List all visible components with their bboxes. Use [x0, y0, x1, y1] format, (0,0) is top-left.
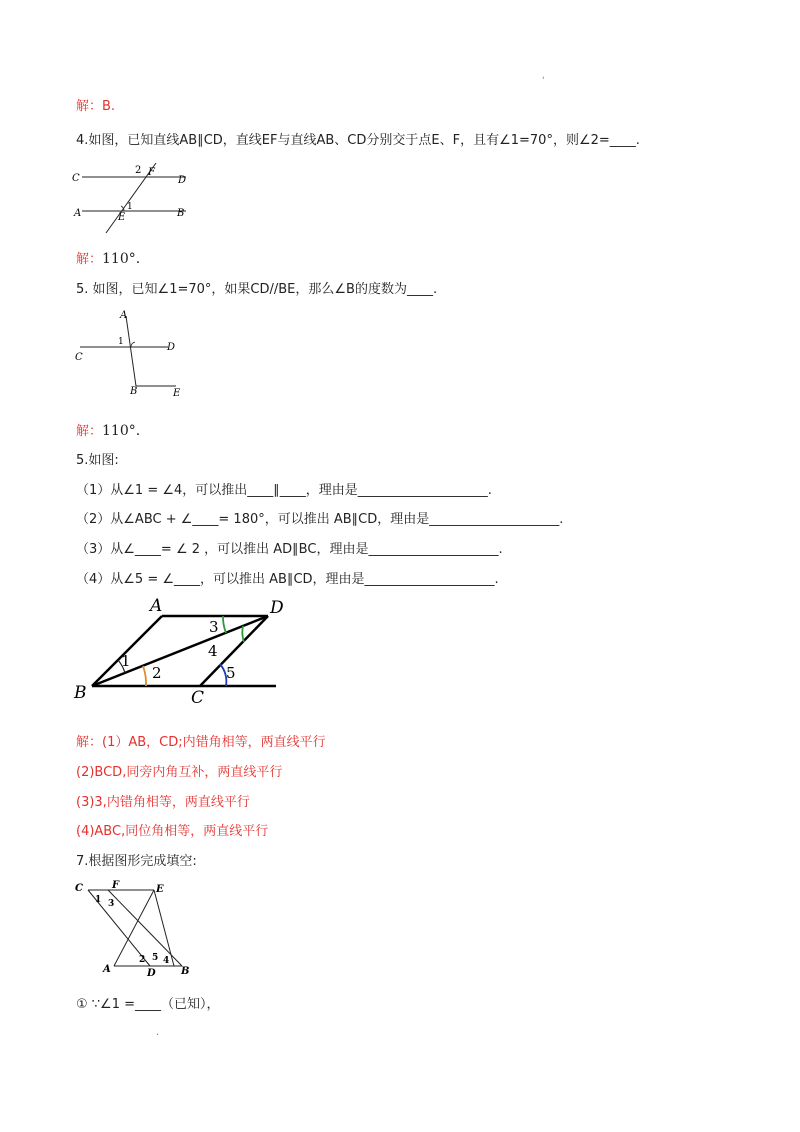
q5b-answer-2: (2)BCD,同旁内角互补，两直线平行: [76, 765, 283, 780]
q7-angle-3: 3: [108, 899, 115, 909]
q4-text: 4.如图，已知直线AB∥CD，直线EF与直线AB、CD分别交于点E、F，且有∠1=70°，则∠2=____.: [76, 133, 640, 148]
q5a-angle-1: 1: [118, 337, 124, 347]
q7-label-D: D: [147, 968, 156, 979]
q7-label-B: B: [181, 966, 190, 977]
q5b-item-3: （3）从∠____= ∠ 2 ，可以推出 AD∥BC，理由是____________________.: [76, 542, 503, 557]
q4-answer-label: 解：: [76, 252, 103, 267]
q5a-figure: [68, 306, 198, 400]
q5b-answer-3: (3)3,内错角相等，两直线平行: [76, 795, 250, 810]
q5b-answer-4: (4)ABC,同位角相等，两直线平行: [76, 824, 269, 839]
q5a-answer-label: 解：: [76, 424, 103, 439]
q7-angle-4: 4: [163, 956, 170, 966]
q5a-label-B: B: [130, 386, 138, 397]
q7-line-1: ① ∵∠1 =____（已知），: [76, 997, 220, 1012]
q5b-angle-3: 3: [209, 618, 219, 636]
q5a-label-D: D: [167, 342, 176, 353]
q5a-answer-value: 110°.: [102, 423, 141, 439]
top-mark: ': [542, 76, 545, 86]
previous-answer: 解：B.: [76, 99, 116, 114]
q4-label-C: C: [72, 173, 80, 184]
q5b-title: 5.如图:: [76, 453, 119, 468]
q5b-angle-4: 4: [208, 642, 218, 660]
q7-title: 7.根据图形完成填空:: [76, 854, 197, 869]
q7-angle-5: 5: [152, 953, 159, 963]
q5a-label-C: C: [75, 352, 83, 363]
q5a-text: 5. 如图，已知∠1=70°，如果CD//BE，那么∠B的度数为____.: [76, 282, 438, 297]
q5b-angle-5: 5: [226, 664, 236, 682]
q5b-figure: [68, 594, 288, 714]
q5b-item-1: （1）从∠1 = ∠4，可以推出____∥____，理由是____________________.: [76, 483, 492, 498]
q5a-answer: [76, 422, 140, 441]
q5b-label-A: A: [150, 596, 163, 616]
q4-label-F: F: [148, 167, 155, 178]
q7-label-C: C: [75, 883, 83, 894]
q5b-item-4: （4）从∠5 = ∠____，可以推出 AB∥CD，理由是____________________.: [76, 572, 499, 587]
q5b-label-D: D: [270, 598, 284, 618]
q5a-label-A: A: [120, 310, 128, 321]
q5b-answer-1: 解：(1）AB，CD;内错角相等，两直线平行: [76, 735, 326, 750]
q4-label-B: B: [177, 208, 185, 219]
q7-angle-1: 1: [95, 895, 102, 905]
q5b-angle-2: 2: [152, 664, 162, 682]
q4-answer-value: 110°.: [102, 251, 141, 267]
q7-label-F: F: [112, 880, 120, 891]
q7-label-A: A: [103, 964, 111, 975]
q5b-label-C: C: [191, 688, 205, 708]
q7-label-E: E: [156, 884, 164, 895]
q5a-label-E: E: [173, 388, 181, 399]
bottom-mark: .: [156, 1027, 160, 1038]
q4-angle-1: 1: [127, 202, 133, 212]
q7-angle-2: 2: [139, 955, 146, 965]
q7-figure: [68, 876, 198, 980]
q5b-item-2: （2）从∠ABC + ∠____= 180°，可以推出 AB∥CD，理由是____________________.: [76, 512, 564, 527]
q4-label-A: A: [74, 208, 82, 219]
q5b-label-B: B: [74, 683, 87, 703]
q4-label-D: D: [178, 175, 187, 186]
q4-angle-2: 2: [135, 165, 142, 176]
q4-label-E: E: [118, 212, 126, 223]
q5b-angle-1: 1: [121, 652, 131, 670]
q4-figure: [68, 160, 198, 240]
q4-answer: [76, 250, 140, 269]
